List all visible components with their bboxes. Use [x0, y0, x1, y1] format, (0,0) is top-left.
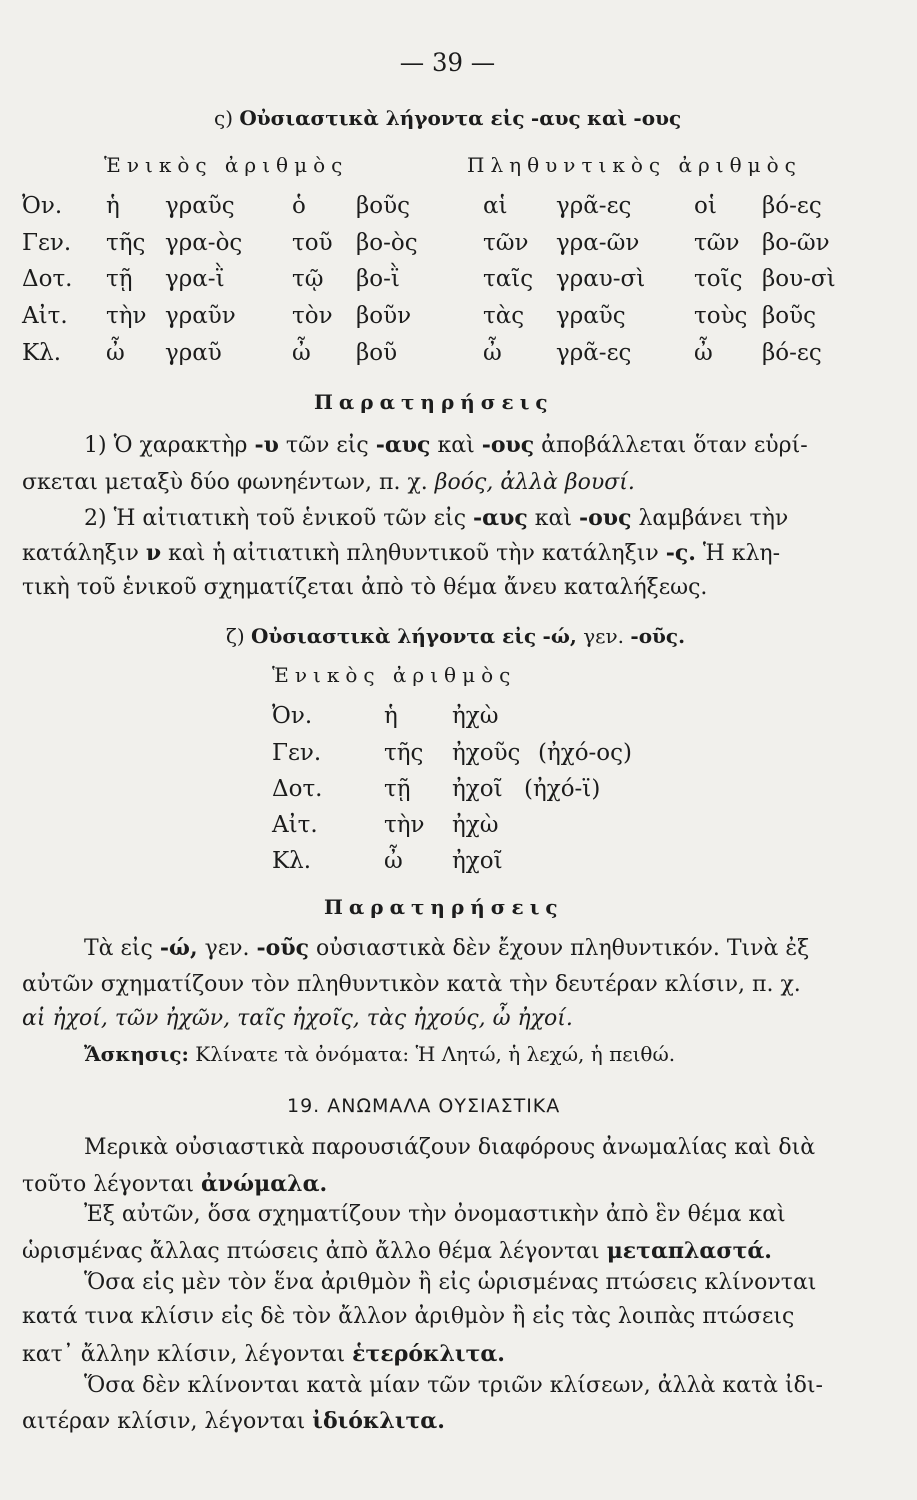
case-label: Κλ. [272, 848, 312, 874]
table-cell: τὸν [292, 303, 333, 329]
table-cell: βο-ῒ [356, 266, 400, 292]
table-cell: τῶν [694, 230, 740, 256]
table-cell: γρα-ῒ [165, 266, 225, 292]
table-cell: ἠχοῖ [452, 776, 503, 802]
s19-p3-line-3: κατ᾿ ἄλλην κλίσιν, λέγονται ἑτερόκλιτα. [22, 1341, 505, 1367]
table-cell: τῇ [106, 266, 133, 292]
table-cell: βό-ες [762, 340, 822, 366]
table-cell: οἱ [694, 193, 717, 219]
table-cell: (ἠχό-ος) [538, 740, 633, 766]
table-cell: βοῦς [356, 193, 411, 219]
obs-z-line-2: αὐτῶν σχηματίζουν τὸν πληθυντικὸν κατὰ τὴν δευτέραν κλίσιν, π. χ. [22, 972, 801, 997]
table-cell: τὴν [384, 812, 425, 838]
case-label: Ὀν. [272, 703, 313, 729]
s19-p3-line-1: Ὅσα εἰς μὲν τὸν ἕνα ἀριθμὸν ἢ εἰς ὡρισμένας πτώσεις κλίνονται [84, 1270, 817, 1295]
table-cell: τοῖς [694, 266, 743, 292]
table-cell: βό-ες [762, 193, 822, 219]
table-cell: ἠχοῖ [452, 848, 503, 874]
obs-s-line-4: κατάληξιν ν καὶ ἡ αἰτιατικὴ πληθυντικοῦ τὴν κατάληξιν -ς. Ἡ κλη- [22, 540, 781, 566]
table-cell: αἱ [483, 193, 508, 219]
table-cell: βοῦ [356, 340, 398, 366]
table-cell: ἠχὼ [452, 703, 499, 729]
table-cell: γραῦν [165, 303, 236, 329]
table-cell: ὦ [292, 340, 311, 366]
section-s-heading: ς) Οὐσιαστικὰ λήγοντα εἰς -αυς καὶ -ους [214, 106, 682, 130]
table-cell: τῇ [384, 776, 411, 802]
table-cell: τὴν [106, 303, 147, 329]
table-cell: τῷ [292, 266, 324, 292]
table-cell: ἠχὼ [452, 812, 499, 838]
section-z-heading: ζ) Οὐσιαστικὰ λήγοντα εἰς -ώ, γεν. -οῦς. [226, 624, 686, 648]
table-cell: γρα-ὸς [165, 230, 243, 256]
table-cell: τῆς [384, 740, 424, 766]
table-cell: γρα-ῶν [556, 230, 640, 256]
table-cell: γρᾶ-ες [556, 193, 632, 219]
table-cell: ὦ [106, 340, 125, 366]
obs-s-line-2: σκεται μεταξὺ δύο φωνηέντων, π. χ. βοός, ἀλλὰ βουσί. [22, 470, 635, 495]
table-cell: ταῖς [483, 266, 534, 292]
table-cell: ἡ [384, 703, 398, 729]
obs-z-line-3: αἱ ἠχοί, τῶν ἠχῶν, ταῖς ἠχοῖς, τὰς ἠχούς, ὦ ἠχοί. [22, 1006, 573, 1031]
case-label: Γεν. [272, 740, 322, 766]
section-19-title: 19. ΑΝΩΜΑΛΑ ΟΥΣΙΑΣΤΙΚΑ [287, 1095, 561, 1117]
table-cell: (ἠχό-ϊ) [524, 776, 601, 802]
case-label: Κλ. [22, 340, 62, 366]
exercise: Ἄσκησις: Κλίνατε τὰ ὀνόματα: Ἡ Λητώ, ἡ λεχώ, ἡ πειθώ. [84, 1042, 676, 1066]
table-cell: βου-σὶ [762, 266, 836, 292]
table-cell: ὁ [292, 193, 306, 219]
table-cell: βοῦν [356, 303, 412, 329]
table-cell: τὰς [483, 303, 525, 329]
table-cell: γραῦς [556, 303, 626, 329]
observations-title: Παρατηρήσεις [314, 390, 554, 414]
s19-p2-line-2: ὡρισμένας ἄλλας πτώσεις ἀπὸ ἄλλο θέμα λέγονται μεταπλαστά. [22, 1238, 772, 1264]
page-number: — 39 — [399, 48, 496, 77]
s19-p2-line-1: Ἐξ αὐτῶν, ὅσα σχηματίζουν τὴν ὀνομαστικὴν ἀπὸ ἓν θέμα καὶ [84, 1202, 786, 1227]
table-cell: τοῦ [292, 230, 333, 256]
case-label: Αἰτ. [272, 812, 318, 838]
case-label: Γεν. [22, 230, 72, 256]
case-label: Δοτ. [272, 776, 323, 802]
s19-p1-line-2: τοῦτο λέγονται ἀνώμαλα. [22, 1171, 328, 1197]
table-cell: τοὺς [694, 303, 748, 329]
table-cell: τῶν [483, 230, 529, 256]
s19-p4-line-2: αιτέραν κλίσιν, λέγονται ἰδιόκλιτα. [22, 1408, 445, 1434]
case-label: Αἰτ. [22, 303, 68, 329]
observations-title-z: Παρατηρήσεις [324, 895, 564, 919]
table-cell: ὦ [694, 340, 713, 366]
table-cell: ἡ [106, 193, 120, 219]
table-cell: βο-ῶν [762, 230, 830, 256]
s19-p4-line-1: Ὅσα δὲν κλίνονται κατὰ μίαν τῶν τριῶν κλίσεων, ἀλλὰ κατὰ ἰδι- [84, 1373, 823, 1398]
table-cell: ὦ [384, 848, 403, 874]
singular-label-z: Ἑνικὸς ἀριθμὸς [272, 663, 517, 687]
table-cell: τῆς [106, 230, 146, 256]
s19-p1-line-1: Μερικὰ οὐσιαστικὰ παρουσιάζουν διαφόρους ἀνωμαλίας καὶ διὰ [84, 1135, 816, 1160]
obs-s-line-1: 1) Ὁ χαρακτὴρ -υ τῶν εἰς -αυς καὶ -ους ἀποβάλλεται ὅταν εὑρί- [84, 432, 808, 458]
table-cell: γρᾶ-ες [556, 340, 632, 366]
obs-s-line-5: τικὴ τοῦ ἑνικοῦ σχηματίζεται ἀπὸ τὸ θέμα ἄνευ καταλήξεως. [22, 575, 708, 600]
obs-z-line-1: Τὰ εἰς -ώ, γεν. -οῦς οὐσιαστικὰ δὲν ἔχουν πληθυντικόν. Τινὰ ἐξ [84, 935, 810, 961]
case-label: Δοτ. [22, 266, 73, 292]
singular-label: Ἑνικὸς ἀριθμὸς [104, 153, 349, 177]
plural-label: Πληθυντικὸς ἀριθμὸς [467, 153, 802, 177]
obs-s-line-3: 2) Ἡ αἰτιατικὴ τοῦ ἑνικοῦ τῶν εἰς -αυς καὶ -ους λαμβάνει τὴν [84, 505, 789, 531]
table-cell: γραῦς [165, 193, 235, 219]
table-cell: ἠχοῦς [452, 740, 521, 766]
table-cell: βοῦς [762, 303, 817, 329]
table-cell: γραῦ [165, 340, 222, 366]
case-label: Ὀν. [22, 193, 63, 219]
table-cell: ὦ [483, 340, 502, 366]
table-cell: γραυ-σὶ [556, 266, 646, 292]
s19-p3-line-2: κατά τινα κλίσιν εἰς δὲ τὸν ἄλλον ἀριθμὸν ἢ εἰς τὰς λοιπὰς πτώσεις [22, 1304, 795, 1329]
table-cell: βο-ὸς [356, 230, 418, 256]
